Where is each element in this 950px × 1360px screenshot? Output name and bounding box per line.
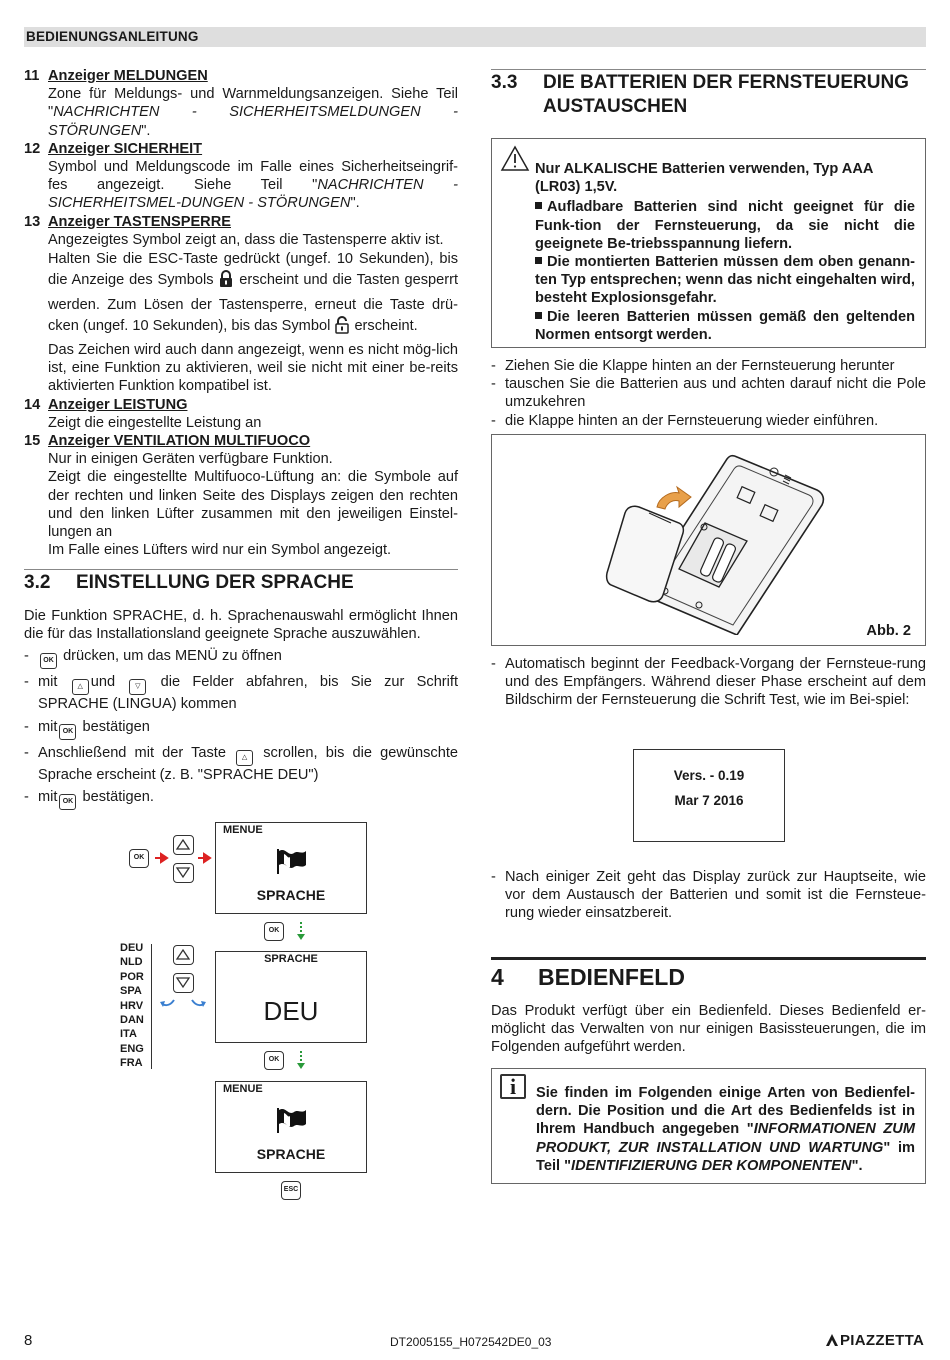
step-item: - Nach einiger Zeit geht das Display zurück zur Hauptseite, wie vor dem Austausch der Batterien und somit ist die Fernsteue-rung wieder einsatzbereit. — [491, 868, 926, 923]
item-text: Im Falle eines Lüfters wird nur ein Symbol angezeigt. — [48, 542, 392, 559]
feedback-step — [491, 655, 926, 714]
language-item: ENG — [120, 1042, 144, 1055]
step-item — [24, 673, 458, 713]
down-button — [173, 973, 194, 993]
info-text-italic: INFORMATIONEN ZUM PRODUKT, ZUR INSTALLATION UND WARTUNG — [536, 1121, 915, 1156]
esc-button: ESC — [281, 1181, 301, 1200]
flag-icon — [276, 847, 308, 875]
item-number: 13 — [24, 213, 41, 230]
item-heading: Anzeiger LEISTUNG — [48, 396, 188, 413]
step-item: - Ziehen Sie die Klappe hinten an der Fernsteuerung herunter — [491, 357, 926, 375]
ok-button: OK — [264, 1051, 284, 1070]
step-text: mit — [38, 718, 58, 735]
test-display-line1: Vers. - 0.19 — [673, 768, 745, 783]
item-12 — [24, 140, 458, 213]
warning-bullet — [535, 253, 915, 308]
language-list — [120, 941, 144, 1071]
section-divider — [24, 569, 458, 570]
warning-box — [491, 138, 926, 348]
up-key-icon: △ — [236, 750, 253, 766]
item-text-italic: NACHRICHTEN - SICHERHEITSMELDUNGEN - STÖRUNGEN — [48, 104, 458, 139]
warning-text — [535, 160, 915, 344]
info-icon: i — [500, 1074, 526, 1099]
item-text: Zeigt die eingestellte Multifuoco-Lüftung an: die Symbole auf der rechten und linken Seite des Displays zeigen den rechten und den linken Lüfter zusammen mit den jeweiligen Einstel-lungen an — [48, 469, 458, 541]
language-item: POR — [120, 970, 144, 983]
section-divider — [491, 69, 926, 70]
language-list-divider — [151, 944, 152, 1069]
item-text: Symbol und Meldungscode im Falle eines Sicherheitseingrif-fes angezeigt. Siehe Teil " — [48, 159, 458, 194]
screen-title: SPRACHE — [264, 953, 318, 965]
down-button — [173, 863, 194, 883]
section-3-2-body — [24, 607, 458, 814]
language-item: DAN — [120, 1014, 144, 1027]
language-steps — [24, 647, 458, 809]
warning-bullet-text: Aufladbare Batterien sind nicht geeignet für die Funk-tion der Fernsteuerung, da sie nicht die geeignete Be-triebsspannung liefern. — [535, 199, 915, 252]
section-3-3-title-line2: AUSTAUSCHEN — [543, 96, 688, 117]
item-text: erscheint. — [354, 318, 418, 335]
step-text: die Felder abfahren, bis Sie zur Schrift SPRACHE (LINGUA) kommen — [38, 674, 459, 713]
step-text: scrollen, bis die gewünschte Sprache erscheint (z. B. "SPRACHE DEU") — [38, 744, 458, 783]
step-item: - Automatisch beginnt der Feedback-Vorgang der Fernsteue-rung und des Empfängers. Während dieser Phase erscheint auf dem Bildschirm der Fernsteuerung die Schrift Test, wie im Bei-spiel: — [491, 655, 926, 710]
item-text: erscheint und die Tasten gesperrt werden. Zum Lösen der Tastensperre, erneut die Taste drü-cken (ungef. 10 Sekunden), bis das Symbol — [48, 272, 459, 335]
section-intro: Die Funktion SPRACHE, d. h. Sprachenauswahl ermöglicht Ihnen die für das Installationsland geeignete Sprache auszuwählen. — [24, 608, 458, 643]
item-heading: Anzeiger MELDUNGEN — [48, 68, 208, 84]
header-title: BEDIENUNGSANLEITUNG — [26, 29, 199, 44]
arrow-down-icon — [296, 1051, 306, 1071]
warning-bullet — [535, 198, 915, 253]
up-button — [173, 945, 194, 965]
step-text: bestätigen. — [82, 788, 154, 805]
item-text: Zone für Meldungs- und Warnmeldungsanzeigen. Siehe Teil " — [48, 86, 458, 121]
screen-label: SPRACHE — [256, 1146, 326, 1162]
warning-bullet-text: Die leeren Batterien müssen gemäß den geltenden Normen entsorgt werden. — [535, 308, 915, 343]
info-text-part: ". — [851, 1157, 863, 1174]
page-number: 8 — [24, 1332, 33, 1349]
scroll-arrows-icon — [158, 996, 214, 1012]
info-text-part: " im Teil " — [536, 1139, 915, 1174]
item-number: 14 — [24, 396, 41, 413]
flag-icon — [276, 1106, 308, 1134]
section-3-3-title-line1: DIE BATTERIEN DER FERNSTEUERUNG — [543, 72, 909, 93]
lock-closed-icon — [219, 270, 233, 295]
item-heading: Anzeiger VENTILATION MULTIFUOCO — [48, 433, 311, 450]
screen-title: MENUE — [223, 824, 263, 836]
step-item — [24, 647, 458, 669]
section-4-title: BEDIENFELD — [538, 964, 685, 990]
ok-key-icon: OK — [59, 724, 76, 740]
screen-title: MENUE — [223, 1083, 263, 1095]
screen-label: SPRACHE — [256, 887, 326, 903]
ok-key-icon: OK — [59, 794, 76, 810]
item-11 — [24, 67, 458, 140]
step-item — [24, 788, 458, 810]
step-item — [24, 744, 458, 784]
language-item: NLD — [120, 956, 143, 969]
language-item: SPA — [120, 985, 142, 998]
item-number: 15 — [24, 433, 41, 450]
warning-bullet-text: Die montierten Batterien müssen dem oben genann-ten Typ entsprechen; wenn das nicht eingehalten wird, besteht Explosionsgefahr. — [535, 254, 915, 307]
header-bar — [24, 27, 926, 47]
language-item: DEU — [120, 942, 144, 954]
section-3-2-number: 3.2 — [24, 572, 51, 593]
lock-open-icon — [335, 316, 349, 341]
section-3-3-number: 3.3 — [491, 72, 518, 93]
document-code: DT2005155_H072542DE0_03 — [390, 1335, 552, 1349]
language-item: ITA — [120, 1028, 137, 1041]
item-text-end: ". — [350, 195, 360, 212]
section-4-number: 4 — [491, 964, 504, 990]
warning-first-line: Nur ALKALISCHE Batterien verwenden, Typ AAA (LR03) 1,5V. — [535, 161, 873, 196]
info-text-italic: IDENTIFIZIERUNG DER KOMPONENTEN — [571, 1157, 852, 1174]
language-item: HRV — [120, 999, 144, 1012]
arrow-right-icon — [155, 852, 169, 864]
ok-button: OK — [129, 849, 149, 868]
item-text-italic: NACHRICHTEN - SICHERHEITSMEL-DUNGEN - STÖRUNGEN — [48, 177, 458, 212]
item-text: Halten Sie die ESC-Taste gedrückt (ungef. 10 Sekunden), bis die Anzeige des Symbols — [48, 251, 458, 289]
info-box — [491, 1068, 926, 1184]
test-display — [633, 749, 785, 842]
info-text — [536, 1084, 915, 1175]
language-item: FRA — [120, 1057, 143, 1070]
info-text-part: Sie finden im Folgenden einige Arten von Bedienfel-dern. Die Position und die Art des Bedienfelds ist in Ihrem Handbuch angegeben " — [536, 1085, 915, 1138]
after-step — [491, 868, 926, 927]
screen-value: DEU — [263, 996, 319, 1026]
display-screen-language — [215, 951, 367, 1043]
left-column — [24, 67, 458, 559]
section-4-text: Das Produkt verfügt über ein Bedienfeld. Dieses Bedienfeld er-möglicht das Verwalten von nur einigen Basissteuerungen, die im Folgenden aufgeführt werden. — [491, 1003, 926, 1056]
section-4-body — [491, 1002, 926, 1057]
figure-box — [491, 434, 926, 646]
warning-bullet — [535, 308, 915, 344]
section-divider — [491, 957, 926, 960]
warning-icon — [500, 145, 530, 172]
item-heading: Anzeiger SICHERHEIT — [48, 140, 203, 157]
step-item — [24, 718, 458, 740]
test-display-line2: Mar 7 2016 — [674, 793, 744, 808]
step-text: Anschließend mit der Taste — [38, 744, 226, 761]
step-text: drücken, um das MENÜ zu öffnen — [63, 648, 282, 665]
item-heading: Anzeiger TASTENSPERRE — [48, 213, 231, 230]
brand-logo — [826, 1332, 924, 1349]
battery-steps — [491, 357, 926, 430]
item-text: Das Zeichen wird auch dann angezeigt, wenn es nicht mög-lich ist, eine Funktion zu aktivieren, weil sie nicht mit einer be-reits aktivierten Funktion kompatibel ist. — [48, 342, 458, 395]
step-text: bestätigen — [82, 718, 150, 735]
item-text: Nur in einigen Geräten verfügbare Funktion. — [48, 451, 333, 468]
display-screen-menu-final — [215, 1081, 367, 1173]
figure-label: Abb. 2 — [866, 623, 911, 639]
item-15 — [24, 432, 458, 559]
up-button — [173, 835, 194, 855]
item-text-end: ". — [141, 122, 151, 139]
step-item: - tauschen Sie die Batterien aus und achten darauf nicht die Pole umzukehren — [491, 375, 926, 411]
ok-key-icon: OK — [40, 653, 57, 669]
step-item: - die Klappe hinten an der Fernsteuerung wieder einführen. — [491, 412, 926, 430]
item-13 — [24, 213, 458, 396]
display-screen-menu — [215, 822, 367, 914]
section-3-2-title: EINSTELLUNG DER SPRACHE — [76, 572, 354, 593]
brand-name: PIAZZETTA — [840, 1332, 925, 1349]
item-number: 11 — [24, 68, 40, 84]
item-text: Zeigt die eingestellte Leistung an — [48, 414, 262, 431]
step-text: mit — [38, 788, 58, 805]
remote-battery-illustration — [587, 445, 832, 635]
down-key-icon: ▽ — [129, 679, 146, 695]
item-number: 12 — [24, 140, 41, 157]
item-text: Angezeigtes Symbol zeigt an, dass die Tastensperre aktiv ist. — [48, 231, 444, 248]
up-key-icon: △ — [72, 679, 89, 695]
step-text: und — [90, 674, 116, 691]
brand-mark-icon — [826, 1334, 838, 1346]
item-14 — [24, 396, 458, 432]
arrow-right-icon — [198, 852, 212, 864]
step-text: mit — [38, 674, 58, 691]
arrow-down-icon — [296, 922, 306, 942]
ok-button: OK — [264, 922, 284, 941]
